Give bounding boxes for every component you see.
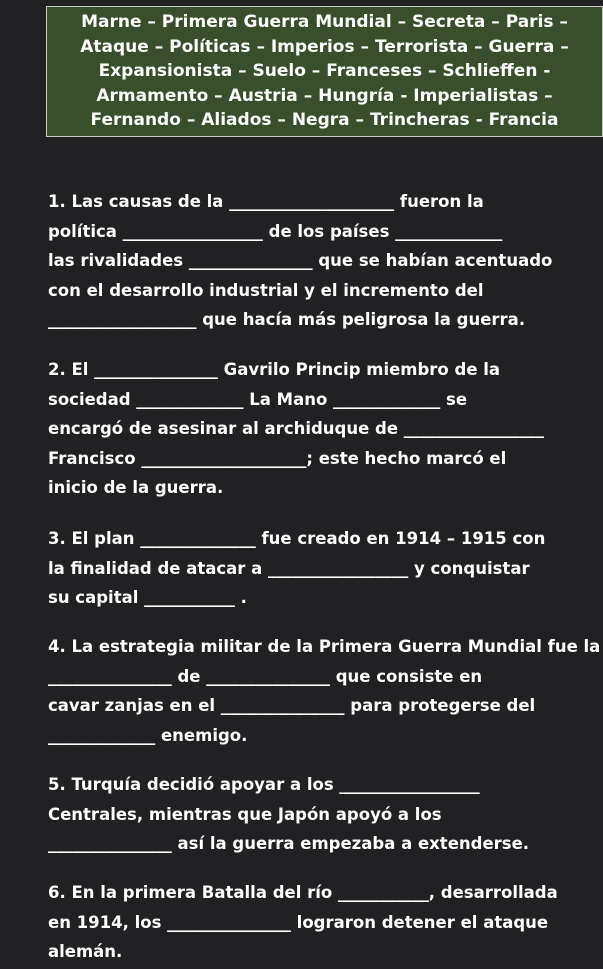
question-line: su capital ___________ . <box>48 588 247 607</box>
question-line: sociedad _____________ La Mano _____________ se <box>48 389 468 409</box>
question-line: encargó de asesinar al archiduque de _________________ <box>48 419 545 438</box>
question-line: en 1914, los _______________ lograron detener el ataque <box>48 912 549 932</box>
question-line: inicio de la guerra. <box>48 478 224 497</box>
word-bank-line: Ataque – Políticas – Imperios – Terrorista – Guerra – <box>80 36 569 57</box>
question-line: la finalidad de atacar a _________________ y conquistar <box>48 558 530 578</box>
question-line: Francisco ____________________; este hecho marcó el <box>48 448 507 468</box>
question-line: 6. En la primera Batalla del río ___________, desarrollada <box>48 883 558 902</box>
word-bank-line: Expansionista – Suelo – Franceses – Schlieffen - <box>98 61 551 81</box>
question-line: alemán. <box>48 942 123 961</box>
question-line: las rivalidades _______________ que se habían acentuado <box>48 251 553 270</box>
question-line: 4. La estrategia militar de la Primera Guerra Mundial fue la <box>48 637 601 656</box>
question-line: __________________ que hacía más peligrosa la guerra. <box>48 310 526 329</box>
word-bank-line: Marne – Primera Guerra Mundial – Secreta – Paris – <box>81 12 568 32</box>
question-line: política _________________ de los países _____________ <box>48 221 503 241</box>
question-line: 5. Turquía decidió apoyar a los _________________ <box>48 775 480 794</box>
question-2 <box>48 355 603 503</box>
question-line: 3. El plan ______________ fue creado en 1914 – 1915 con <box>48 529 546 548</box>
word-bank-line: Armamento – Austria – Hungría - Imperialistas – <box>96 85 553 106</box>
word-bank-line: Fernando – Aliados – Negra – Trincheras - Francia <box>90 110 559 130</box>
word-bank-box <box>46 6 603 137</box>
question-4 <box>48 632 603 750</box>
question-3 <box>48 524 603 613</box>
question-5 <box>48 770 603 859</box>
question-line: Centrales, mientras que Japón apoyó a los <box>48 804 442 824</box>
question-line: _______________ de _______________ que consiste en <box>48 666 483 686</box>
question-line: 2. El _______________ Gavrilo Princip miembro de la <box>48 360 501 379</box>
question-6 <box>48 878 603 967</box>
question-line: 1. Las causas de la ____________________ fueron la <box>48 192 484 211</box>
question-line: _____________ enemigo. <box>48 725 248 745</box>
question-line: cavar zanjas en el _______________ para protegerse del <box>48 696 536 715</box>
question-line: con el desarrollo industrial y el incremento del <box>48 280 484 300</box>
question-line: _______________ así la guerra empezaba a extenderse. <box>48 834 530 853</box>
question-1 <box>48 187 603 335</box>
